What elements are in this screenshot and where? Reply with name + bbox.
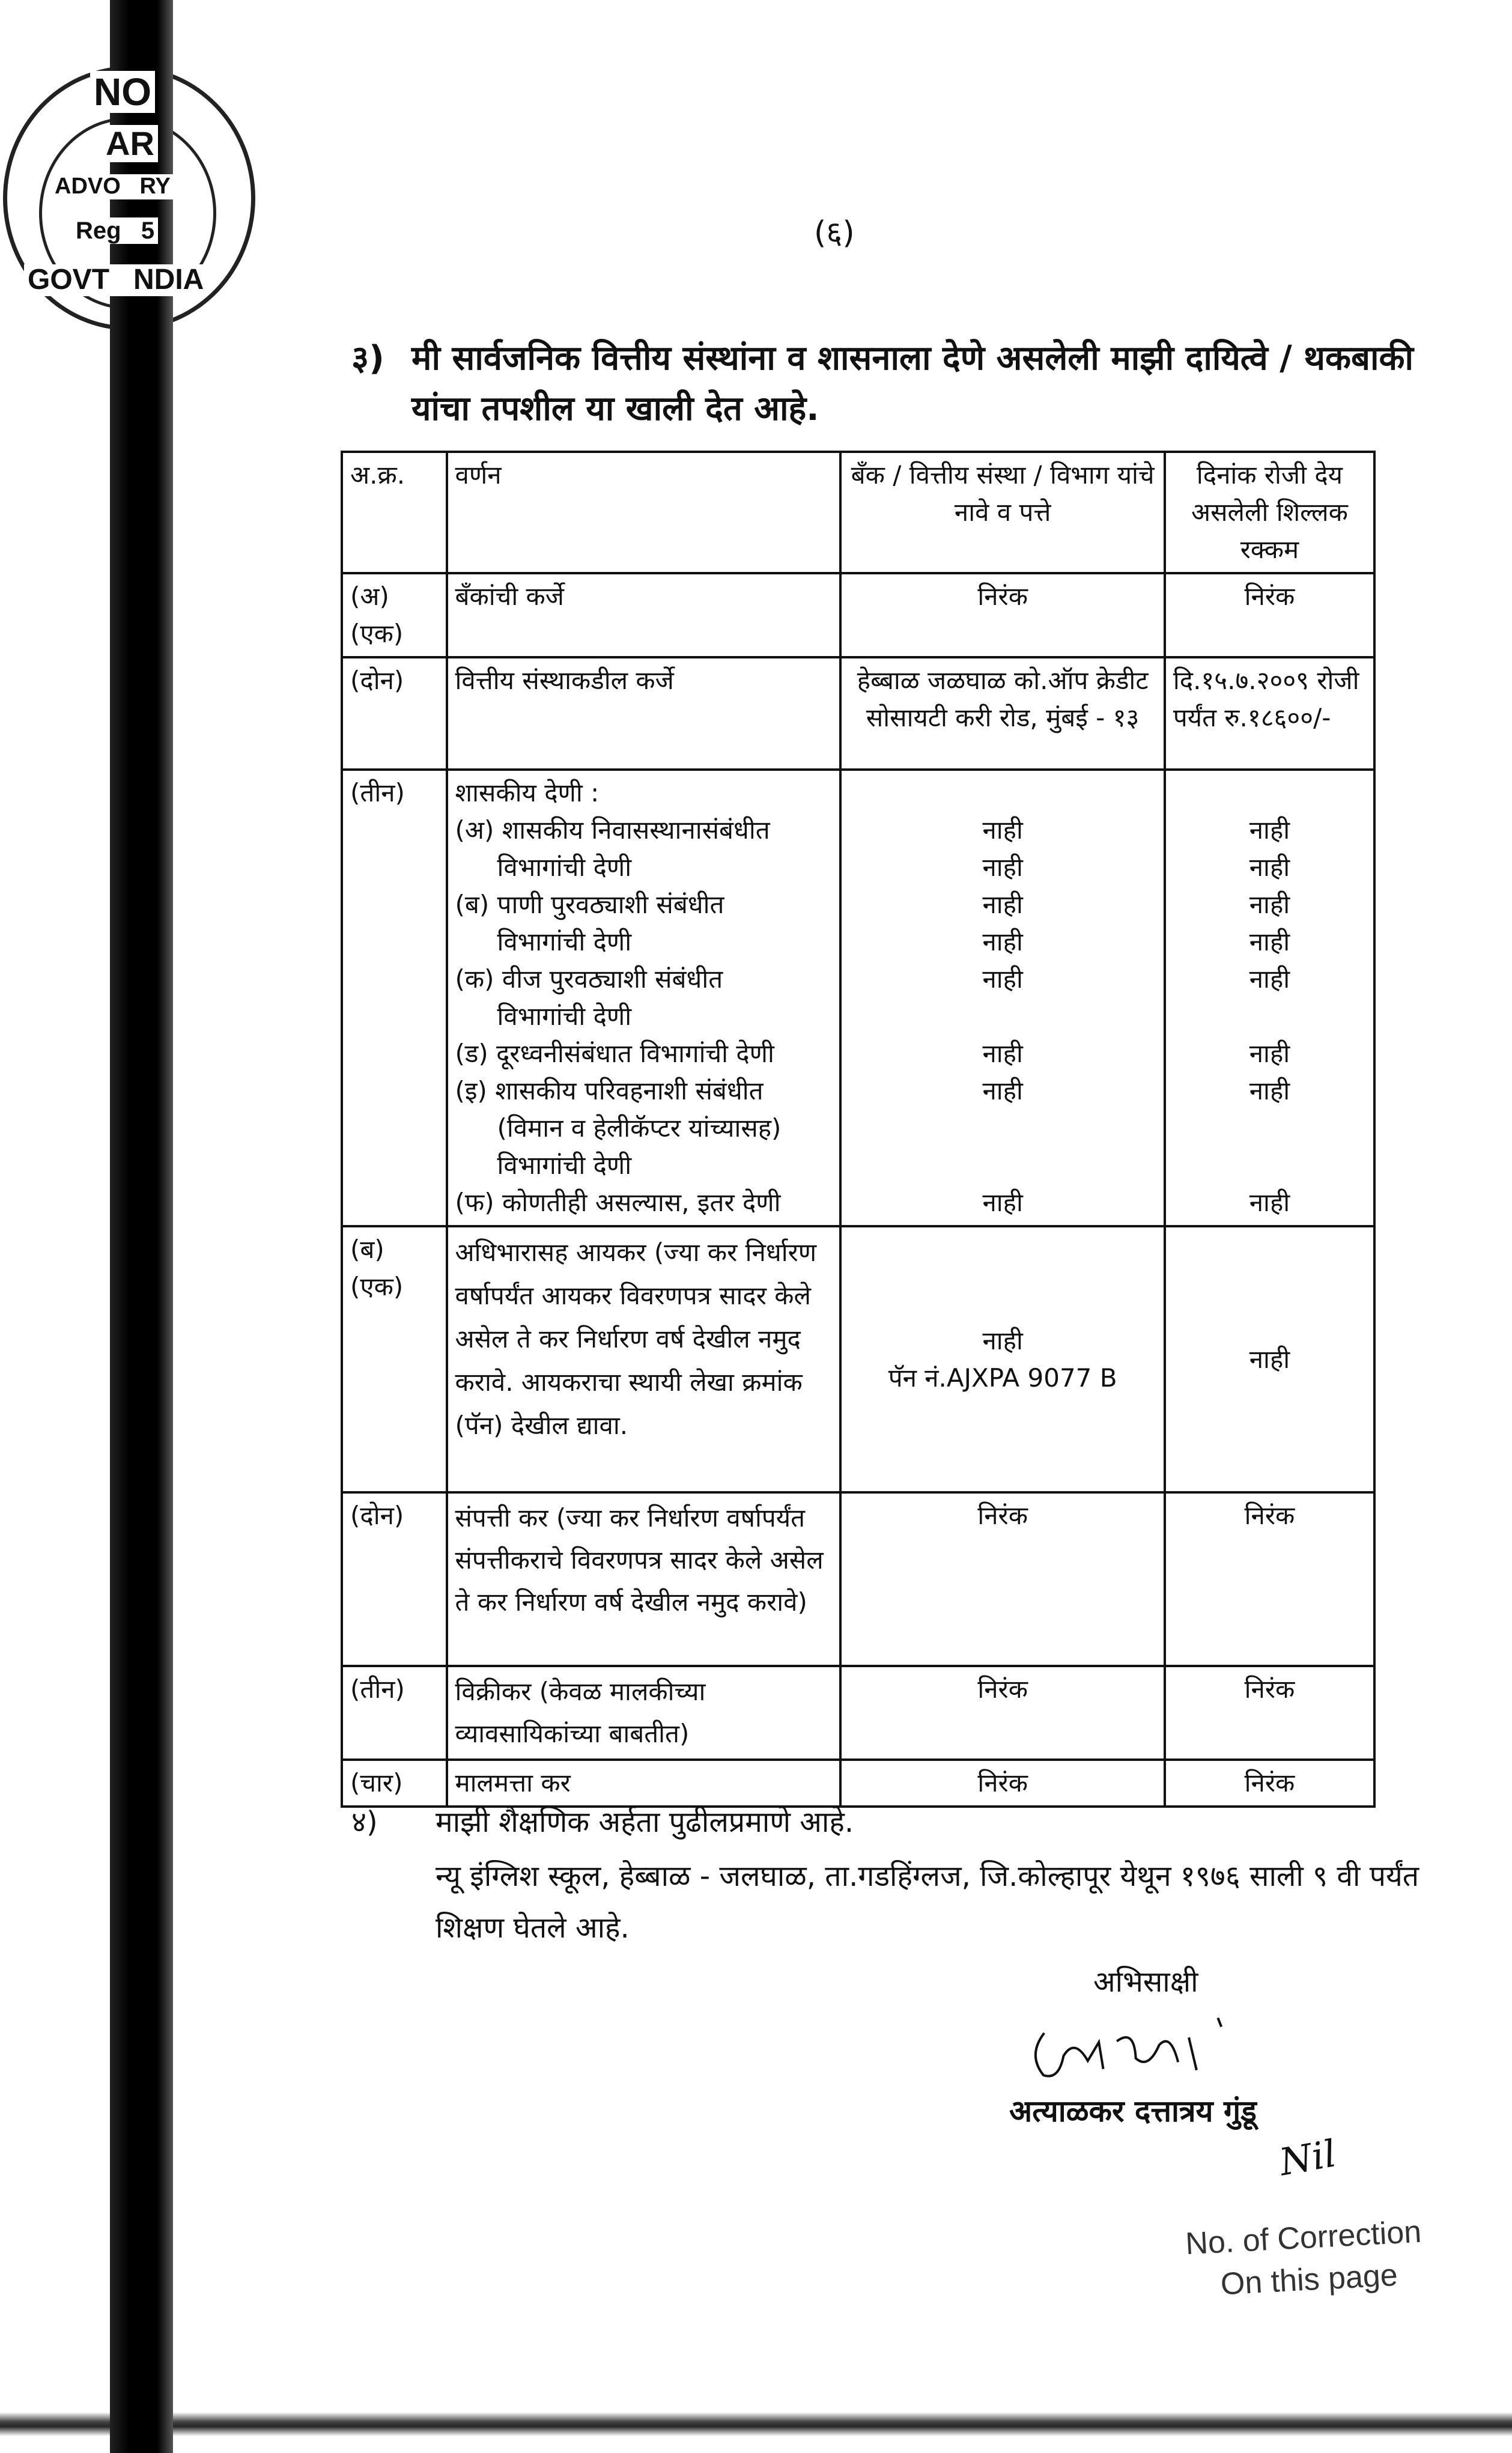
- value: नाही: [982, 853, 1023, 882]
- subitem-label: (अ) शासकीय निवासस्थानासंबंधीत: [455, 815, 770, 845]
- amount-cell: निरंक: [1165, 1666, 1374, 1760]
- table-row: [342, 1666, 1374, 1760]
- desc-cell: [447, 770, 841, 1226]
- correction-stamp: [1185, 2211, 1425, 2307]
- signatory-name: अत्याळकर दत्तात्रय गुंडू: [1009, 2094, 1257, 2129]
- section-body: न्यू इंग्लिश स्कूल, हेब्बाळ - जलघाळ, ता.गडहिंग्लज, जि.कोल्हापूर येथून १९७६ साली ९ वी पर्यंत शिक्षण घेतले आहे.: [436, 1859, 1419, 1945]
- value: नाही: [1249, 964, 1290, 994]
- header-cell: अ.क्र.: [342, 452, 447, 573]
- subitem-label: (विमान व हेलीकॅप्टर यांच्यासह): [497, 1113, 782, 1143]
- subitem-label: (इ) शासकीय परिवहनाशी संबंधीत: [455, 1076, 764, 1105]
- stamp-text: NO: [90, 71, 155, 113]
- desc-cell: संपत्ती कर (ज्या कर निर्धारण वर्षापर्यंत संपत्तीकराचे विवरणपत्र सादर केले असेल ते कर निर्धारण वर्ष देखील नमुद करावे): [447, 1492, 841, 1666]
- amount-cell: [1165, 770, 1374, 1226]
- value: नाही: [1249, 1076, 1290, 1105]
- table-row: [342, 1226, 1374, 1492]
- value: नाही: [1249, 890, 1290, 919]
- bank-cell: निरंक: [840, 573, 1165, 657]
- bank-cell: [840, 770, 1165, 1226]
- section-number: ३): [351, 339, 384, 378]
- desc-cell: बँकांची कर्जे: [447, 573, 841, 657]
- signature-label: अभिसाक्षी: [1093, 1965, 1198, 1999]
- amount-cell: दि.१५.७.२००९ रोजी पर्यंत रु.१८६००/-: [1165, 657, 1374, 770]
- subitem-label: (क) वीज पुरवठ्याशी संबंधीत: [455, 964, 723, 994]
- subitem-label: (ब) पाणी पुरवठ्याशी संबंधीत: [455, 890, 724, 919]
- sr-cell: (चार): [342, 1760, 447, 1807]
- desc-cell: विक्रीकर (केवळ मालकीच्या व्यावसायिकांच्या बाबतीत): [447, 1666, 841, 1760]
- bank-cell: निरंक: [840, 1760, 1165, 1807]
- subitem-label: विभागांची देणी: [497, 1151, 632, 1180]
- subheading: शासकीय देणी :: [455, 778, 600, 807]
- amount-cell: निरंक: [1165, 573, 1374, 657]
- subitem-label: (फ) कोणतीही असल्यास, इतर देणी: [455, 1188, 781, 1217]
- amount-cell: नाही: [1165, 1226, 1374, 1492]
- subitem-label: विभागांची देणी: [497, 853, 632, 882]
- sr-cell: (ब) (एक): [342, 1226, 447, 1492]
- page-number: (६): [814, 215, 855, 251]
- value: नाही: [982, 1325, 1023, 1355]
- value: नाही: [1249, 815, 1290, 845]
- bank-cell: हेब्बाळ जळघाळ को.ऑप क्रेडीट सोसायटी करी रोड, मुंबई - १३: [840, 657, 1165, 770]
- table-header-row: [342, 452, 1374, 573]
- subitem-label: (ड) दूरध्वनीसंबंधात विभागांची देणी: [455, 1039, 774, 1068]
- handwritten-nil: Nil: [1276, 2131, 1340, 2184]
- stamp-text: GOVT NDIA: [24, 264, 207, 296]
- header-cell: दिनांक रोजी देय असलेली शिल्लक रक्कम: [1165, 452, 1374, 573]
- table-row: [342, 573, 1374, 657]
- handwritten-signature: [1019, 2009, 1275, 2091]
- correction-line-1: No. of Correction: [1184, 2214, 1422, 2262]
- sr-cell: (तीन): [342, 1666, 447, 1760]
- value: नाही: [982, 927, 1023, 956]
- value: नाही: [1249, 1188, 1290, 1217]
- header-cell: बँक / वित्तीय संस्था / विभाग यांचे नावे व पत्ते: [840, 452, 1165, 573]
- table-row: [342, 1492, 1374, 1666]
- value: नाही: [982, 1076, 1023, 1105]
- table-row: [342, 657, 1374, 770]
- section-text: मी सार्वजनिक वित्तीय संस्थांना व शासनाला देणे असलेली माझी दायित्वे / थकबाकी यांचा तपशील या खाली देत आहे.: [411, 339, 1414, 428]
- section-number: ४): [351, 1805, 378, 1839]
- value: नाही: [982, 1188, 1023, 1217]
- table-row: [342, 770, 1374, 1226]
- amount-cell: निरंक: [1165, 1760, 1374, 1807]
- section-title: माझी शैक्षणिक अर्हता पुढीलप्रमाणे आहे.: [436, 1805, 854, 1839]
- sr-cell: (तीन): [342, 770, 447, 1226]
- stamp-text: AR: [102, 125, 158, 162]
- value: नाही: [982, 964, 1023, 994]
- bank-cell: निरंक: [840, 1492, 1165, 1666]
- stamp-text: ADVO RY: [51, 174, 174, 199]
- desc-cell: अधिभारासह आयकर (ज्या कर निर्धारण वर्षापर्यंत आयकर विवरणपत्र सादर केले असेल ते कर निर्धारण वर्ष देखील नमुद करावे. आयकराचा स्थायी लेखा क्रमांक (पॅन) देखील द्यावा.: [447, 1226, 841, 1492]
- scan-edge-shadow: [0, 2412, 1512, 2436]
- pan-number: पॅन नं.AJXPA 9077 B: [888, 1363, 1117, 1393]
- value: नाही: [982, 1039, 1023, 1068]
- bank-cell: निरंक: [840, 1666, 1165, 1760]
- value: नाही: [1249, 927, 1290, 956]
- bank-cell: [840, 1226, 1165, 1492]
- value: नाही: [982, 890, 1023, 919]
- stamp-text: Reg 5: [72, 217, 158, 244]
- desc-cell: वित्तीय संस्थाकडील कर्जे: [447, 657, 841, 770]
- sr-cell: (अ) (एक): [342, 573, 447, 657]
- sr-cell: (दोन): [342, 1492, 447, 1666]
- value: नाही: [1249, 1039, 1290, 1068]
- subitem-label: विभागांची देणी: [497, 1002, 632, 1031]
- value: नाही: [982, 815, 1023, 845]
- value: नाही: [1249, 853, 1290, 882]
- sr-cell: (दोन): [342, 657, 447, 770]
- amount-cell: निरंक: [1165, 1492, 1374, 1666]
- header-cell: वर्णन: [447, 452, 841, 573]
- desc-cell: मालमत्ता कर: [447, 1760, 841, 1807]
- subitem-label: विभागांची देणी: [497, 927, 632, 956]
- scan-shadow-bar: [110, 0, 173, 2453]
- correction-line-2: On this page: [1219, 2257, 1399, 2302]
- liabilities-table: [341, 451, 1376, 1808]
